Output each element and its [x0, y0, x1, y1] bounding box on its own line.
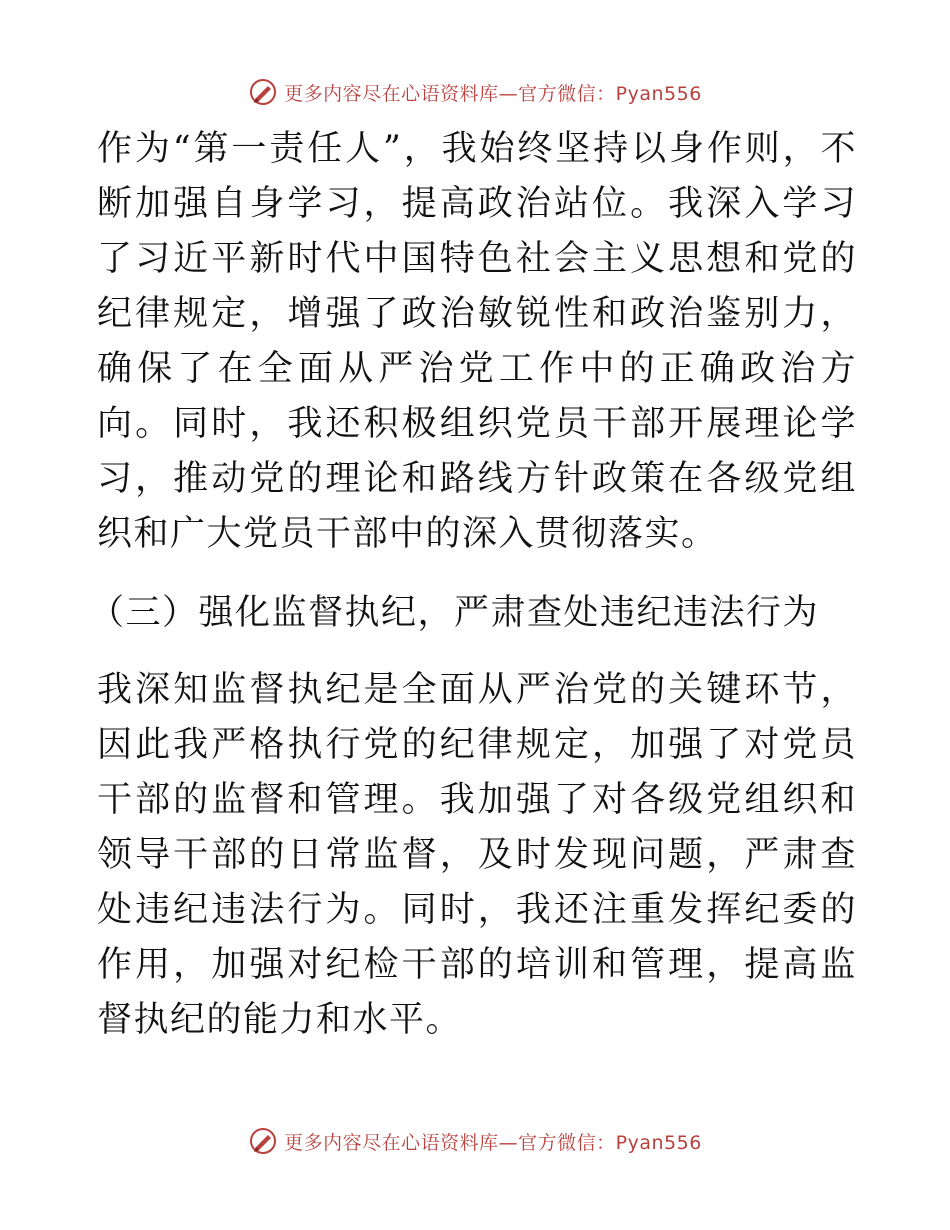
pen-logo-icon [248, 1126, 278, 1156]
banner-sub-text: —官方微信：Pyan556 [498, 82, 702, 105]
document-body [89, 122, 857, 1048]
banner-sub-text: —官方微信：Pyan556 [498, 1131, 702, 1154]
banner-text [284, 79, 702, 106]
pen-logo-icon [248, 77, 278, 107]
footer-banner [0, 1121, 950, 1161]
paragraph-supervision: 我深知监督执纪是全面从严治党的关键环节，因此我严格执行党的纪律规定，加强了对党员干部的监督和管理。我加强了对各级党组织和领导干部的日常监督，及时发现问题，严肃查处违纪违法行为。同时，我还注重发挥纪委的作用，加强对纪检干部的培训和管理，提高监督执纪的能力和水平。 [97, 670, 857, 1040]
banner-text [284, 1128, 702, 1155]
banner-main-text: 更多内容尽在心语资料库 [284, 1131, 499, 1154]
header-banner [0, 72, 950, 112]
banner-main-text: 更多内容尽在心语资料库 [284, 82, 499, 105]
paragraph-first-responsible: 作为“第一责任人”，我始终坚持以身作则，不断加强自身学习，提高政治站位。我深入学习了习近平新时代中国特色社会主义思想和党的纪律规定，增强了政治敏锐性和政治鉴别力，确保了在全面从严治党工作中的正确政治方向。同时，我还积极组织党员干部开展理论学习，推动党的理论和路线方针政策在各级党组织和广大党员干部中的深入贯彻落实。 [97, 129, 857, 554]
section-heading-3: （三）强化监督执纪，严肃查处违纪违法行为 [89, 593, 820, 633]
